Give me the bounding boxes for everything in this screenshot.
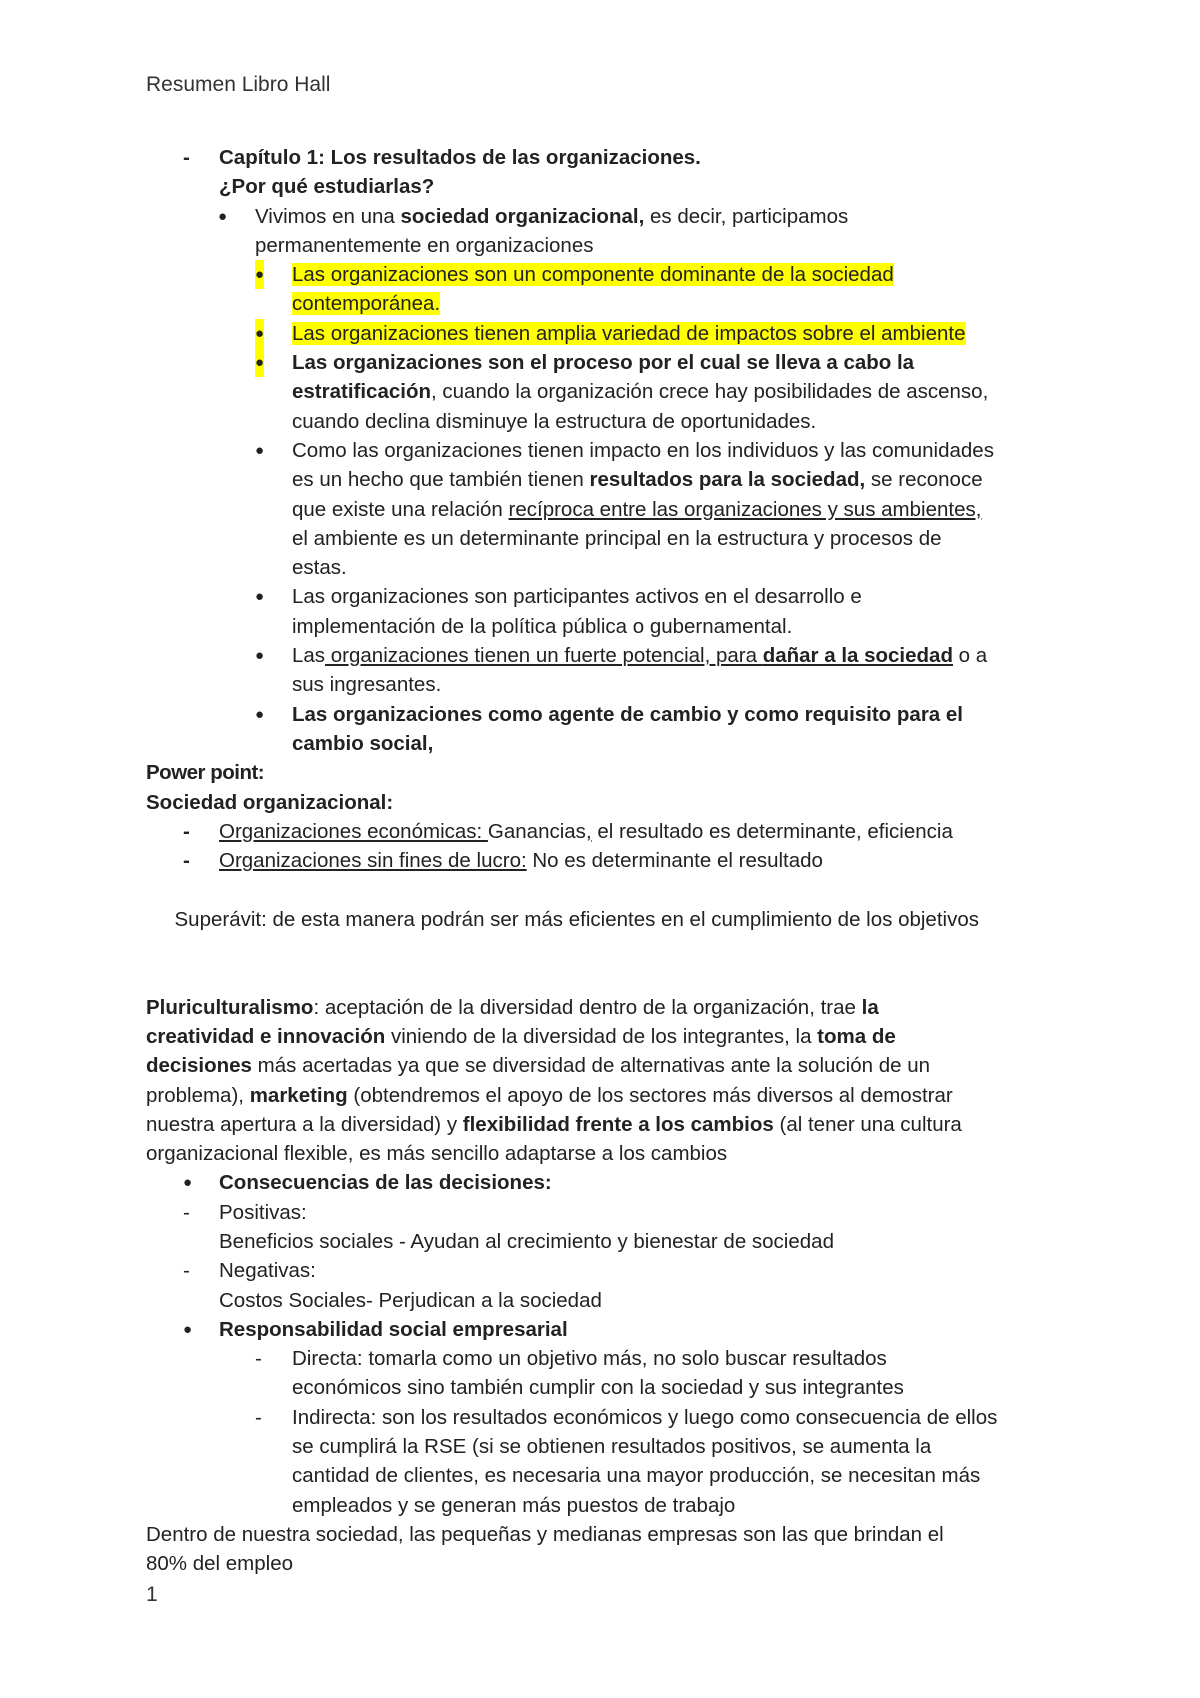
sub-point-4-line5 [146, 553, 1066, 582]
pluri-term: Pluriculturalismo [146, 995, 314, 1019]
society-point-continuation: permanentemente en organizaciones [255, 233, 594, 257]
powerpoint-label-line [146, 758, 1066, 787]
sub-point-7-line2 [146, 729, 1066, 758]
sub-point-6-text: Las [292, 644, 326, 668]
page-number: 1 [146, 1583, 158, 1606]
sub-point-3-line3 [146, 407, 1066, 436]
sub-point-2-line1 [146, 319, 1066, 348]
society-point-bold: sociedad organizacional, [400, 204, 645, 228]
rse-directa-text: económicos sino también cumplir con la sociedad y sus integrantes [292, 1376, 904, 1400]
rse-indirecta-line4 [146, 1491, 1066, 1520]
bullet-icon: ● [255, 319, 264, 348]
negativas-desc-line [146, 1286, 1066, 1315]
rse-indirecta-line1 [146, 1403, 1066, 1432]
dash-marker: - [255, 1405, 262, 1429]
bullet-icon: ● [255, 588, 265, 606]
sub-point-7-bold: cambio social, [292, 731, 434, 755]
blank-line [146, 963, 1066, 992]
rse-heading: Responsabilidad social empresarial [219, 1317, 568, 1341]
bullet-icon: ● [183, 1174, 193, 1192]
bullet-icon: ● [255, 348, 264, 377]
rse-indirecta-text: empleados y se generan más puestos de trabajo [292, 1493, 736, 1517]
sub-point-3-bold-term: estratificación [292, 380, 431, 404]
sub-point-5-line2 [146, 612, 1066, 641]
dash-marker: - [183, 146, 190, 169]
sub-point-1-line1 [146, 260, 1066, 289]
sub-point-3-line1 [146, 348, 1066, 377]
rse-directa-line2 [146, 1373, 1066, 1402]
rse-directa-text: Directa: tomarla como un objetivo más, no solo buscar resultados [292, 1347, 887, 1371]
pluri-text: problema), [146, 1083, 250, 1107]
sub-point-4-text: se reconoce [865, 468, 983, 492]
sub-point-6-text: o a [952, 644, 988, 668]
sub-point-4-bold: resultados para la sociedad, [589, 468, 866, 492]
highlighted-text: contemporánea. [292, 292, 441, 316]
sub-point-4-text: Como las organizaciones tienen impacto en los individuos y las comunidades [292, 438, 994, 462]
pluri-text: (obtendremos el apoyo de los sectores más diversos al demostrar [347, 1083, 953, 1107]
bullet-icon: ● [255, 441, 265, 459]
society-point-line2 [146, 231, 1066, 260]
powerpoint-label: Power point: [146, 761, 265, 785]
sub-point-4-line3 [146, 495, 1066, 524]
sub-point-3-text: , cuando la organización crece hay posibilidades de ascenso, [431, 380, 989, 404]
item-text: Ganancias [487, 819, 586, 843]
positivas-label: Positivas: [219, 1200, 307, 1224]
rse-directa-line1 [146, 1344, 1066, 1373]
sub-point-3-line2 [146, 377, 1066, 406]
closing-line-1 [146, 1520, 1066, 1549]
highlighted-text: Las organizaciones tienen amplia variedad de impactos sobre el ambiente [292, 321, 966, 345]
society-point-line1 [146, 202, 1066, 231]
pluri-text: nuestra apertura a la diversidad) y [146, 1112, 463, 1136]
highlighted-text: Las organizaciones son un componente dominante de la sociedad [292, 263, 894, 287]
item-label-underlined: Organizaciones económicas: [219, 819, 488, 843]
rse-indirecta-line3 [146, 1461, 1066, 1490]
sub-point-6-line2 [146, 670, 1066, 699]
negativas-line [146, 1256, 1066, 1285]
powerpoint-item-2 [146, 846, 1066, 875]
sub-point-5-line1 [146, 582, 1066, 611]
pluri-line-2 [146, 1022, 1066, 1051]
dash-marker: - [183, 1259, 190, 1283]
closing-line-2 [146, 1549, 1066, 1578]
pluri-text: (al tener una cultura [773, 1112, 962, 1136]
dash-marker: - [255, 1347, 262, 1371]
pluri-line-3 [146, 1051, 1066, 1080]
pluri-text: : aceptación de la diversidad dentro de la organización, trae [313, 995, 862, 1019]
sub-point-3-text: cuando declina disminuye la estructura de oportunidades. [292, 409, 817, 433]
sub-point-7-bold: Las organizaciones como agente de cambio y como requisito para el [292, 702, 963, 726]
consecuencias-heading: Consecuencias de las decisiones: [219, 1171, 552, 1195]
negativas-description: Costos Sociales- Perjudican a la sociedad [219, 1288, 602, 1312]
pluri-bold: toma de [817, 1024, 896, 1048]
pluri-text: más acertadas ya que se diversidad de alternativas ante la solución de un [251, 1054, 931, 1078]
sub-point-4-underlined: recíproca entre las organizaciones y sus ambientes, [508, 497, 982, 521]
bullet-icon: ● [255, 260, 264, 289]
sub-point-5-text: implementación de la política pública o gubernamental. [292, 614, 793, 638]
powerpoint-heading: Sociedad organizacional: [146, 790, 394, 814]
consecuencias-heading-line [146, 1168, 1066, 1197]
pluri-bold: la [861, 995, 879, 1019]
pluri-bold: marketing [249, 1083, 348, 1107]
pluri-bold: creatividad e innovación [146, 1024, 386, 1048]
society-point-text: Vivimos en una [255, 204, 401, 228]
bullet-icon: ● [255, 705, 265, 723]
bullet-icon: ● [183, 1320, 193, 1338]
sub-point-6-line1 [146, 641, 1066, 670]
sub-point-6-bold-underlined: dañar a la sociedad [762, 644, 953, 668]
pluri-line-5 [146, 1110, 1066, 1139]
sub-point-4-text: el ambiente es un determinante principal en la estructura y procesos de [292, 526, 942, 550]
bullet-icon: ● [218, 207, 228, 225]
rse-indirecta-text: se cumplirá la RSE (si se obtienen resultados positivos, se aumenta la [292, 1435, 932, 1459]
sub-point-6-text: sus ingresantes. [292, 673, 442, 697]
sub-point-4-line1 [146, 436, 1066, 465]
chapter-title-line [146, 143, 1066, 172]
sub-point-1-line2 [146, 289, 1066, 318]
positivas-line [146, 1198, 1066, 1227]
sub-point-3-bold: Las organizaciones son el proceso por el cual se lleva a cabo la [292, 351, 915, 375]
sub-point-4-text: estas. [292, 556, 347, 580]
pluri-line-1 [146, 993, 1066, 1022]
closing-text: 80% del empleo [146, 1552, 294, 1576]
sub-point-7-line1 [146, 700, 1066, 729]
pluri-line-6 [146, 1139, 1066, 1168]
dash-marker: - [183, 1200, 190, 1224]
sub-point-5-text: Las organizaciones son participantes activos en el desarrollo e [292, 585, 862, 609]
sub-point-4-text: que existe una relación [292, 497, 509, 521]
rse-heading-line [146, 1315, 1066, 1344]
society-point-text-end: es decir, participamos [644, 204, 849, 228]
pluri-bold: flexibilidad frente a los cambios [462, 1112, 774, 1136]
page-header-title: Resumen Libro Hall [146, 73, 331, 96]
pluri-text: organizacional flexible, es más sencillo adaptarse a los cambios [146, 1142, 728, 1166]
chapter-question: ¿Por qué estudiarlas? [219, 175, 435, 199]
powerpoint-item-1 [146, 817, 1066, 846]
item-text: el resultado es determinante, eficiencia [591, 819, 953, 843]
sub-point-4-line2 [146, 465, 1066, 494]
superavit-line [146, 875, 1066, 963]
closing-text: Dentro de nuestra sociedad, las pequeñas y medianas empresas son las que brindan el [146, 1522, 944, 1546]
item-text: No es determinante el resultado [526, 849, 823, 873]
dash-marker: - [183, 849, 190, 873]
item-comma-underlined: , [585, 819, 592, 843]
rse-indirecta-line2 [146, 1432, 1066, 1461]
chapter-title: Capítulo 1: Los resultados de las organizaciones. [219, 146, 701, 169]
pluri-text: viniendo de la diversidad de los integrantes, la [385, 1024, 818, 1048]
dash-marker: - [183, 819, 190, 843]
rse-indirecta-text: Indirecta: son los resultados económicos y luego como consecuencia de ellos [292, 1405, 998, 1429]
item-label-underlined: Organizaciones sin fines de lucro: [219, 849, 527, 873]
pluri-line-4 [146, 1081, 1066, 1110]
rse-indirecta-text: cantidad de clientes, es necesaria una mayor producción, se necesitan más [292, 1464, 981, 1488]
sub-point-4-line4 [146, 524, 1066, 553]
pluri-bold: decisiones [146, 1054, 252, 1078]
bullet-icon: ● [255, 647, 265, 665]
chapter-question-line [146, 172, 1066, 201]
sub-point-4-text: es un hecho que también tienen [292, 468, 590, 492]
positivas-description: Beneficios sociales - Ayudan al crecimiento y bienestar de sociedad [219, 1229, 834, 1253]
superavit-text: Superávit: de esta manera podrán ser más eficientes en el cumplimiento de los objetivos [168, 907, 979, 931]
negativas-label: Negativas: [219, 1259, 316, 1283]
powerpoint-heading-line [146, 788, 1066, 817]
sub-point-6-underlined: organizaciones tienen un fuerte potencial, para [325, 644, 763, 668]
positivas-desc-line [146, 1227, 1066, 1256]
document-body [146, 143, 1066, 1579]
